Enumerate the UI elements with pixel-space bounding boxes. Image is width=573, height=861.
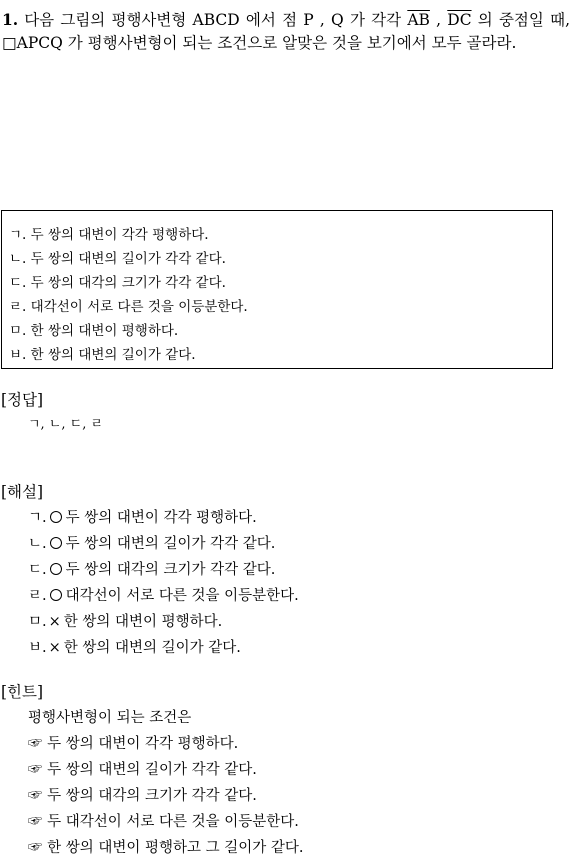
problem-statement <box>2 8 570 55</box>
explanation-label: ㄱ. <box>28 510 47 526</box>
options-list <box>9 223 248 367</box>
pointing-hand-icon: ☞ <box>28 814 43 830</box>
explanation-label: ㄹ. <box>28 588 47 604</box>
explanation-text: 대각선이 서로 다른 것을 이등분한다. <box>65 588 299 604</box>
explanation-list <box>28 505 299 661</box>
explanation-label: ㅁ. <box>28 614 47 630</box>
hint-title: [힌트] <box>1 683 44 701</box>
hint-text: 두 대각선이 서로 다른 것을 이등분한다. <box>47 814 299 830</box>
explanation-label: ㄷ. <box>28 562 47 578</box>
segment-ab: AB <box>407 11 430 29</box>
explanation-label: ㄴ. <box>28 536 47 552</box>
option-item: ㅂ. 한 쌍의 대변의 길이가 같다. <box>9 347 196 363</box>
option-item: ㅁ. 한 쌍의 대변이 평행하다. <box>9 323 179 339</box>
hint-item <box>28 783 303 809</box>
circle-mark-icon <box>50 589 62 601</box>
explanation-item <box>28 505 299 531</box>
option-item: ㄷ. 두 쌍의 대각의 크기가 각각 같다. <box>9 275 226 291</box>
hint-text: 한 쌍의 대변이 평행하고 그 길이가 같다. <box>47 840 304 856</box>
circle-mark-icon <box>50 511 62 523</box>
pointing-hand-icon: ☞ <box>28 840 43 856</box>
cross-mark-icon: × <box>48 640 61 656</box>
cross-mark-icon: × <box>48 614 61 630</box>
explanation-text: 한 쌍의 대변의 길이가 같다. <box>63 640 241 656</box>
explanation-item <box>28 635 299 661</box>
hint-list <box>28 705 303 861</box>
pointing-hand-icon: ☞ <box>28 762 43 778</box>
explanation-text: 두 쌍의 대변의 길이가 각각 같다. <box>65 536 276 552</box>
options-box <box>1 210 553 369</box>
circle-mark-icon <box>50 563 62 575</box>
explanation-title: [해설] <box>1 483 44 501</box>
circle-mark-icon <box>50 537 62 549</box>
separator: , <box>429 11 448 29</box>
explanation-text: 한 쌍의 대변이 평행하다. <box>63 614 223 630</box>
pointing-hand-icon: ☞ <box>28 736 43 752</box>
problem-text-part1: 다음 그림의 평행사변형 ABCD 에서 점 P , Q 가 각각 <box>24 11 408 29</box>
explanation-item <box>28 531 299 557</box>
hint-item <box>28 757 303 783</box>
hint-intro: 평행사변형이 되는 조건은 <box>28 710 192 726</box>
answer-title: [정답] <box>1 391 44 409</box>
option-item: ㄱ. 두 쌍의 대변이 각각 평행하다. <box>9 227 209 243</box>
explanation-label: ㅂ. <box>28 640 47 656</box>
pointing-hand-icon: ☞ <box>28 788 43 804</box>
hint-item <box>28 835 303 861</box>
option-item: ㄹ. 대각선이 서로 다른 것을 이등분한다. <box>9 299 248 315</box>
hint-item <box>28 809 303 835</box>
answer-value: ㄱ, ㄴ, ㄷ, ㄹ <box>28 417 104 432</box>
hint-text: 두 쌍의 대각의 크기가 각각 같다. <box>47 788 257 804</box>
hint-item <box>28 731 303 757</box>
option-item: ㄴ. 두 쌍의 대변의 길이가 각각 같다. <box>9 251 226 267</box>
explanation-text: 두 쌍의 대변이 각각 평행하다. <box>65 510 257 526</box>
explanation-item <box>28 609 299 635</box>
hint-text: 두 쌍의 대변의 길이가 각각 같다. <box>47 762 257 778</box>
explanation-text: 두 쌍의 대각의 크기가 각각 같다. <box>65 562 276 578</box>
question-number: 1. <box>2 10 19 29</box>
segment-dc: DC <box>447 11 472 29</box>
problem-text-part2: 의 중점일 때, □APCQ 가 평행사변형이 되는 조건으로 알맞은 것을 보기에서 모두 골라라. <box>2 11 570 52</box>
explanation-item <box>28 583 299 609</box>
explanation-item <box>28 557 299 583</box>
hint-text: 두 쌍의 대변이 각각 평행하다. <box>47 736 239 752</box>
